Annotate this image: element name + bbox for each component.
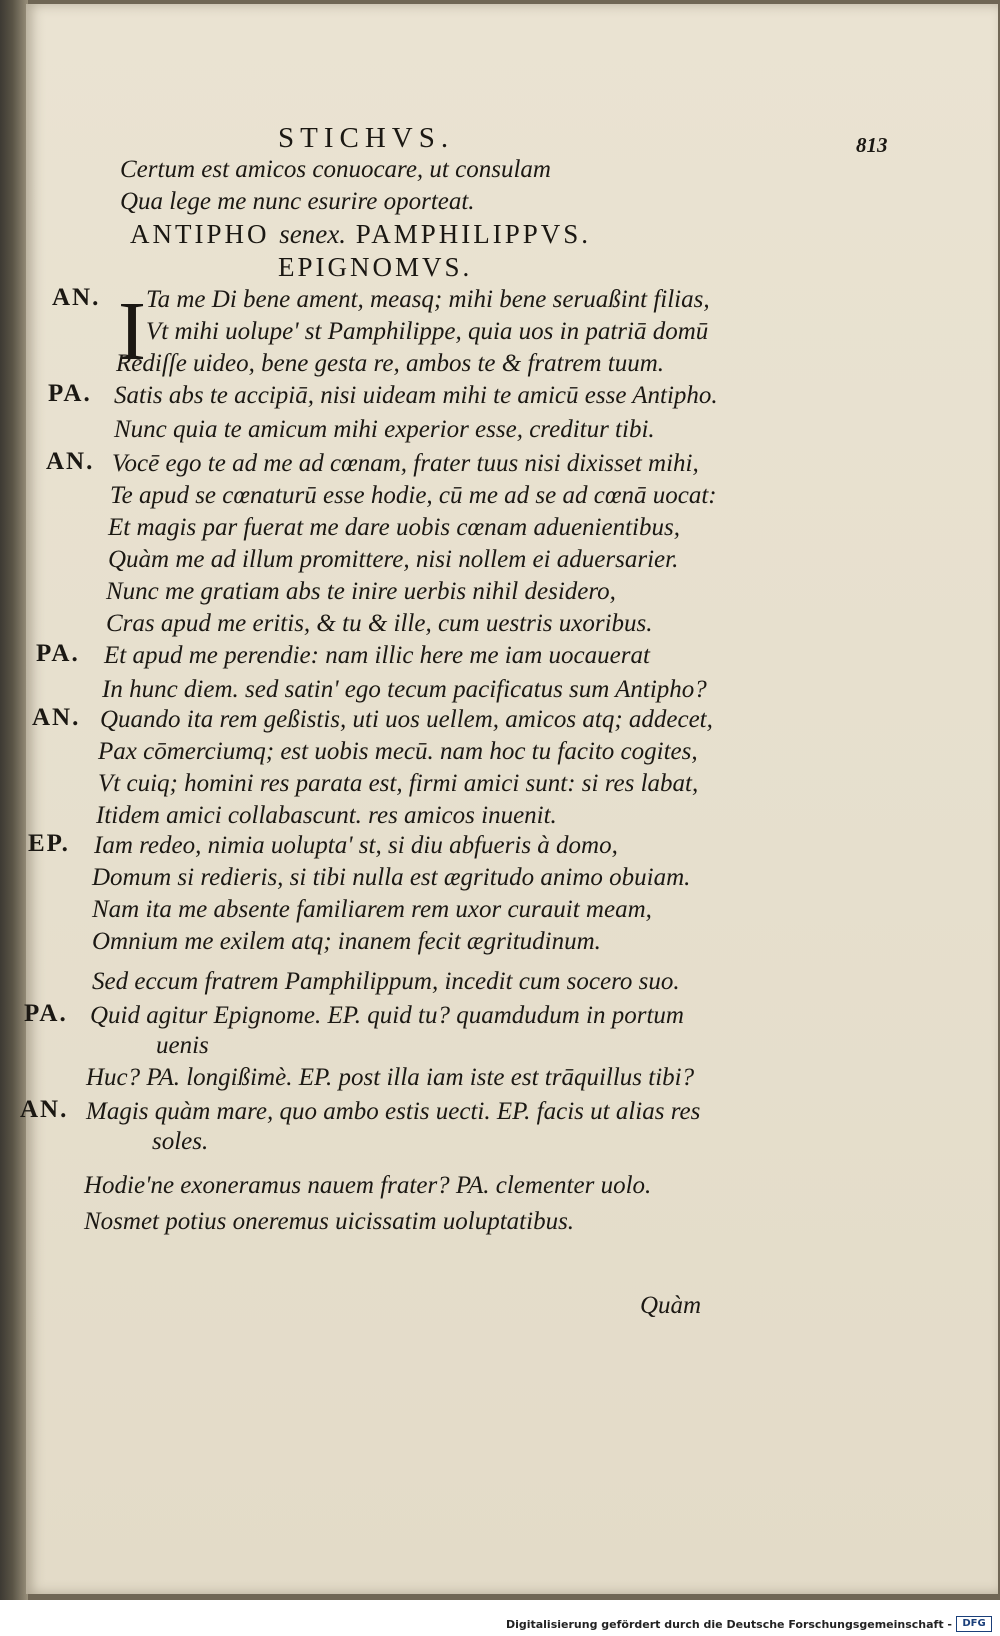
book-binding-edge: [0, 0, 28, 1600]
verse-line: Nam ita me absente familiarem rem uxor curauit meam,: [92, 896, 652, 923]
verse-line: In hunc diem. sed satin' ego tecum pacificatus sum Antipho?: [102, 676, 707, 703]
footer-bar: [0, 1600, 1000, 1636]
intro-line: Certum est amicos conuocare, ut consulam: [120, 156, 551, 183]
verse-line: Vt mihi uolupe' st Pamphilippe, quia uos in patriā domū: [146, 318, 709, 345]
scene-heading-line-1: [130, 219, 591, 250]
verse-line: Iam redeo, nimia uolupta' st, si diu abfueris à domo,: [94, 832, 618, 859]
verse-line: Quid agitur Epignome. EP. quid tu? quamdudum in portum: [90, 1002, 684, 1029]
verse-line: Nunc quia te amicum mihi experior esse, creditur tibi.: [114, 416, 655, 443]
character-name: PAMPHILIPPVS.: [355, 219, 592, 249]
verse-line: Itidem amici collabascunt. res amicos inuenit.: [96, 802, 557, 829]
verse-line: Hodie'ne exoneramus nauem frater? PA. clementer uolo.: [84, 1172, 652, 1199]
verse-line: Satis abs te accipiā, nisi uideam mihi te amicū esse Antipho.: [114, 382, 718, 409]
verse-line: soles.: [152, 1128, 209, 1155]
verse-line: Huc? PA. longißimè. EP. post illa iam iste est trāquillus tibi?: [86, 1064, 695, 1091]
verse-line: Te apud se cœnaturū esse hodie, cū me ad se ad cœnā uocat:: [110, 482, 717, 509]
verse-line: Rediſſe uideo, bene gesta re, ambos te & fratrem tuum.: [116, 350, 665, 377]
verse-line: Nosmet potius oneremus uicissatim uoluptatibus.: [84, 1208, 575, 1235]
verse-line: Quando ita rem geßistis, uti uos uellem, amicos atq; addecet,: [100, 706, 713, 733]
verse-line: Omnium me exilem atq; inanem fecit ægritudinum.: [92, 928, 601, 955]
verse-line: uenis: [156, 1032, 209, 1059]
verse-line: Pax cōmerciumq; est uobis mecū. nam hoc tu facito cogites,: [98, 738, 698, 765]
verse-line: Ta me Di bene ament, measq; mihi bene seruaßint filias,: [146, 286, 710, 313]
verse-line: Et magis par fuerat me dare uobis cœnam aduenientibus,: [108, 514, 680, 541]
verse-line: Domum si redieris, si tibi nulla est ægritudo animo obuiam.: [92, 864, 691, 891]
verse-line: Vt cuiq; homini res parata est, firmi amici sunt: si res labat,: [98, 770, 699, 797]
speaker-label: PA.: [48, 380, 92, 407]
verse-line: Cras apud me eritis, & tu & ille, cum uestris uxoribus.: [106, 610, 653, 637]
verse-line: Quàm me ad illum promittere, nisi nollem ei aduersarier.: [108, 546, 679, 573]
speaker-label: AN.: [20, 1096, 69, 1123]
character-name: ANTIPHO: [130, 219, 270, 249]
speaker-label: AN.: [52, 284, 101, 311]
dfg-logo-icon: DFG: [956, 1616, 992, 1632]
verse-line: Sed eccum fratrem Pamphilippum, incedit cum socero suo.: [92, 968, 680, 995]
verse-line: Nunc me gratiam abs te inire uerbis nihil desidero,: [106, 578, 616, 605]
verse-line: Vocē ego te ad me ad cœnam, frater tuus nisi dixisset mihi,: [112, 450, 699, 477]
running-head: STICHVS.: [278, 122, 455, 154]
verse-line: Et apud me perendie: nam illic here me iam uocauerat: [104, 642, 650, 669]
speaker-label: AN.: [32, 704, 81, 731]
intro-line: Qua lege me nunc esurire oporteat.: [120, 188, 475, 215]
character-name: EPIGNOMVS.: [278, 252, 473, 282]
drop-cap: I: [118, 285, 146, 378]
speaker-label: EP.: [28, 830, 70, 857]
verse-line: Magis quàm mare, quo ambo estis uecti. EP. facis ut alias res: [86, 1098, 701, 1125]
character-role: senex.: [279, 219, 346, 249]
speaker-label: PA.: [24, 1000, 68, 1027]
page-number: 813: [856, 133, 888, 157]
speaker-label: AN.: [46, 448, 95, 475]
catchword: Quàm: [640, 1292, 702, 1319]
speaker-label: PA.: [36, 640, 80, 667]
funding-credit: Digitalisierung gefördert durch die Deutsche Forschungsgemeinschaft -: [505, 1618, 952, 1631]
